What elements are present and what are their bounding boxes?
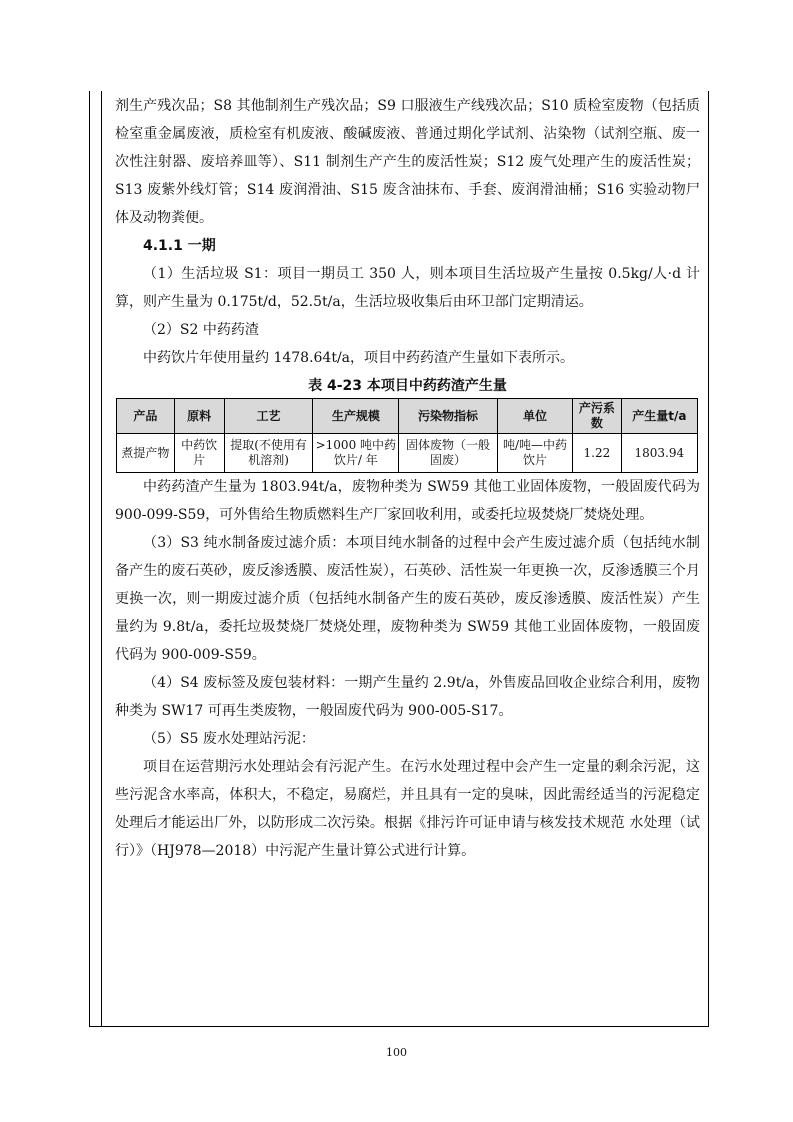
col-header-coefficient: 产污系数 xyxy=(573,399,621,434)
cell-coefficient: 1.22 xyxy=(573,434,621,473)
cell-material: 中药饮片 xyxy=(174,434,224,473)
col-header-product: 产品 xyxy=(117,399,175,434)
table-caption: 表 4-23 本项目中药药渣产生量 xyxy=(308,378,507,394)
document-body xyxy=(115,92,700,865)
paragraph-s2-intro: 中药饮片年使用量约 1478.64t/a，项目中药药渣产生量如下表所示。 xyxy=(143,350,575,366)
cell-product: 煮提产物 xyxy=(117,434,175,473)
frame-left-line xyxy=(89,91,90,1026)
paragraph-s1: （1）生活垃圾 S1：项目一期员工 350 人，则本项目生活垃圾产生量按 0.5kg/人·d 计算，则产生量为 0.175t/d，52.5t/a，生活垃圾收集后由环卫部门定期清运。 xyxy=(115,266,700,310)
frame-inner-line xyxy=(101,91,102,1026)
table-row xyxy=(117,434,698,473)
paragraph-s3: （3）S3 纯水制备废过滤介质：本项目纯水制备的过程中会产生废过滤介质（包括纯水制备产生的废石英砂，废反渗透膜、废活性炭），石英砂、活性炭一年更换一次，反渗透膜三个月更换一次，则一期废过滤介质（包括纯水制备产生的废石英砂，废反渗透膜、废活性炭）产生量约为 9.8t/a，委托垃圾焚烧厂焚烧处理，废物种类为 SW59 其他工业固体废物，一般固废代码为 900-009-S59。 xyxy=(115,535,700,663)
paragraph-s5-body: 项目在运营期污水处理站会有污泥产生。在污水处理过程中会产生一定量的剩余污泥，这些污泥含水率高，体积大，不稳定，易腐烂，并且具有一定的臭味，因此需经适当的污泥稳定处理后才能运出厂外，以防形成二次污染。根据《排污许可证申请与核发技术规范 水处理（试行）》（HJ978—2018）中污泥产生量计算公式进行计算。 xyxy=(115,759,700,859)
col-header-material: 原料 xyxy=(174,399,224,434)
paragraph-waste-list: 剂生产残次品；S8 其他制剂生产残次品；S9 口服液生产线残次品；S10 质检室废物（包括质检室重金属废液，质检室有机废液、酸碱废液、普通过期化学试剂、沾染物（试剂空瓶、废一次性注射器、废培养皿等）、S11 制剂生产产生的废活性炭；S12 废气处理产生的废活性炭；S13 废紫外线灯管；S14 废润滑油、S15 废含油抹布、手套、废润滑油桶；S16 实验动物尸体及动物粪便。 xyxy=(115,98,700,226)
col-header-indicator: 污染物指标 xyxy=(399,399,498,434)
col-header-scale: 生产规模 xyxy=(313,399,399,434)
col-header-unit: 单位 xyxy=(497,399,572,434)
cell-process: 提取(不使用有机溶剂) xyxy=(224,434,313,473)
cell-scale: >1000 吨中药饮片/ 年 xyxy=(313,434,399,473)
paragraph-s2-title: （2）S2 中药药渣 xyxy=(143,322,259,338)
waste-table xyxy=(116,398,698,473)
col-header-amount: 产生量t/a xyxy=(621,399,697,434)
page-number: 100 xyxy=(386,1046,407,1059)
col-header-process: 工艺 xyxy=(224,399,313,434)
paragraph-s2-result: 中药药渣产生量为 1803.94t/a，废物种类为 SW59 其他工业固体废物，一般固废代码为 900-099-S59，可外售给生物质燃料生产厂家回收利用，或委托垃圾焚烧厂焚烧处理。 xyxy=(115,479,700,523)
section-heading-4-1-1: 4.1.1 一期 xyxy=(143,238,216,254)
cell-indicator: 固体废物（一般固废） xyxy=(399,434,498,473)
cell-amount: 1803.94 xyxy=(621,434,697,473)
cell-unit: 吨/吨—中药饮片 xyxy=(497,434,572,473)
paragraph-s5-title: （5）S5 废水处理站污泥： xyxy=(143,731,315,747)
table-header-row xyxy=(117,399,698,434)
paragraph-s4: （4）S4 废标签及废包装材料：一期产生量约 2.9t/a，外售废品回收企业综合利用，废物种类为 SW17 可再生类废物，一般固废代码为 900-005-S17。 xyxy=(115,675,700,719)
